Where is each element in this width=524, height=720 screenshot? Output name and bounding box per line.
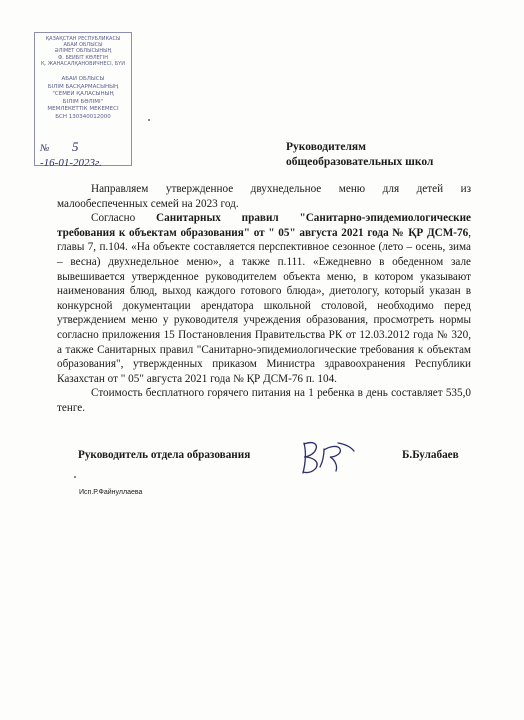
registration-number-value: 5 [72, 139, 79, 154]
scan-speck [148, 119, 150, 121]
addressee [286, 140, 433, 170]
stamp-line: Ф. БЕЙБІТ КӨЛЕГІН [57, 54, 109, 61]
stamp-line: АБАЙ ОБЛЫСЫ [61, 76, 105, 83]
paragraph [57, 211, 471, 386]
stamp-line: "СЕМЕЙ ҚАЛАСЫНЫҢ [52, 91, 114, 98]
stamp-line: Қ. ЖАНАСАЛҚАНОВИЧНЕСІ, БҮЙ [41, 60, 125, 67]
registration-number [40, 139, 79, 154]
stamp-line: АБАЙ ОБЛЫСЫ [63, 42, 103, 49]
handwritten-signature [298, 437, 358, 479]
paragraph-bold-text: Санитарных правил "Санитарно-эпидемиологические требования к объектам образования" от " 05" августа 2021 года № ҚР ДСМ-76 [57, 212, 471, 239]
signatory-name: Б.Булабаев [402, 449, 459, 461]
stamp-line: БСН 130340012000 [55, 113, 111, 120]
paragraph: Стоимость бесплатного горячего питания на 1 ребенка в день составляет 535,0 тенге. [57, 387, 471, 414]
scan-speck [74, 476, 76, 478]
number-sign: № [40, 143, 50, 154]
stamp-line: БІЛІМ БАСҚАРМАСЫНЫҢ [47, 83, 119, 90]
stamp-line: ӘЛІМЕТ ОБЛЫСЫНЫҢ [54, 48, 112, 55]
stamp-line: ҚАЗАҚСТАН РЕСПУБЛИКАСЫ [45, 36, 121, 42]
letter-body [57, 182, 471, 416]
stamp-line: МЕМЛЕКЕТТІК МЕКЕМЕСІ [47, 106, 119, 113]
stamp-line: БІЛІМ БӨЛІМІ" [62, 98, 104, 105]
signatory-title: Руководитель отдела образования [78, 449, 251, 461]
addressee-line: общеобразовательных школ [286, 156, 434, 168]
paragraph-text: Согласно [91, 212, 157, 225]
executor-note: Исп.Р.Файнуллаева [79, 489, 143, 496]
addressee-line: Руководителям [286, 141, 366, 153]
registration-date: -16-01-2023г. [40, 157, 102, 169]
paragraph: Направляем утвержденное двухнедельное меню для детей из малообеспеченных семей на 2023 год. [57, 183, 471, 210]
paragraph-text: , главы 7, п.104. «На объекте составляется перспективное сезонное (лето – осень, зима – весна) двухнедельное меню», а также п.111. «Ежедневно в обеденном зале вывешивается утвержденное руководителем объекта меню, в котором указывают наименования блюд, выход каждого готового блюда», диетологу, который указан в конкурсной документации арендатора школьной столовой, необходимо перед утверждением меню у руководителя учреждения образования, просмотреть нормы согласно приложения 15 Постановления Правительства РК от 12.03.2012 года № 320, а также Санитарных правил "Санитарно-эпидемиологические требования к объектам образования", утвержденных приказом Министра здравоохранения Республики Казахстан от " 05" августа 2021 года № ҚР ДСМ-76 п. 104. [57, 226, 471, 385]
